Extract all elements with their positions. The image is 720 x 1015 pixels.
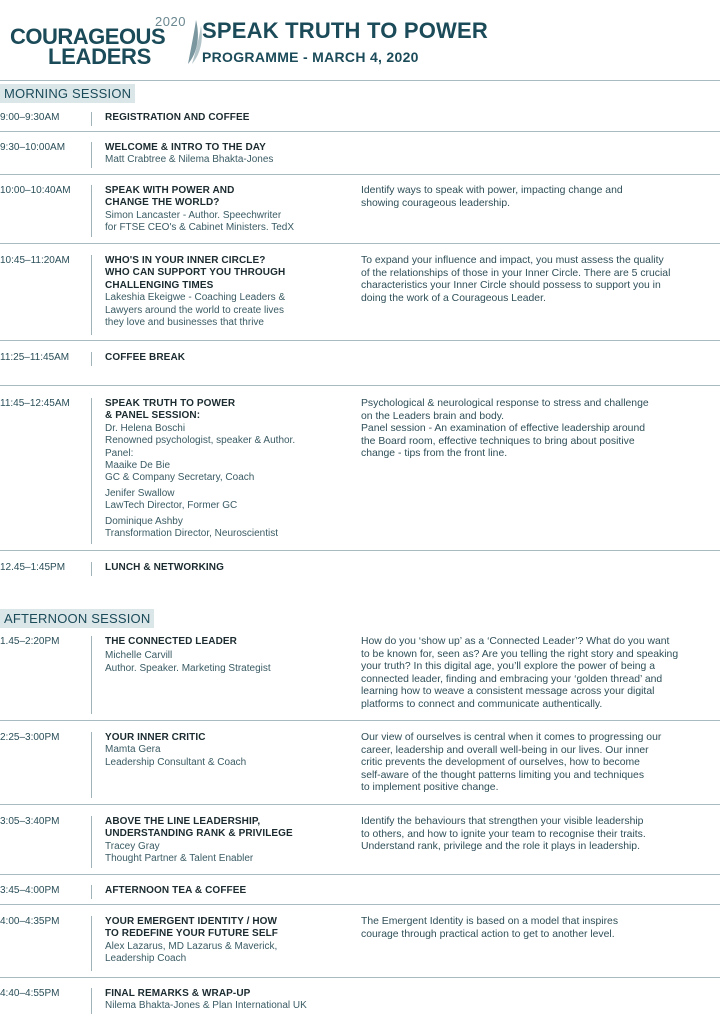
session-time: 9:30–10:00AM	[0, 142, 66, 153]
session-title: CHALLENGING TIMES	[105, 279, 214, 291]
divider	[0, 720, 720, 721]
description-line: Identify ways to speak with power, impacting change and	[361, 185, 623, 196]
row-separator	[91, 185, 92, 237]
session-speaker: Maaike De Bie	[105, 460, 171, 472]
row-separator	[91, 916, 92, 971]
session-speaker: they love and businesses that thrive	[105, 317, 264, 329]
schedule-row	[0, 988, 720, 1014]
page-title: SPEAK TRUTH TO POWER	[202, 18, 488, 43]
divider	[0, 874, 720, 875]
session-title: SPEAK TRUTH TO POWER	[105, 398, 236, 409]
feather-icon	[184, 18, 204, 66]
session-description	[361, 398, 713, 461]
session-title: SPEAK WITH POWER AND	[105, 185, 235, 196]
session-time: 9:00–9:30AM	[0, 112, 60, 123]
divider	[0, 904, 720, 905]
row-separator	[91, 142, 92, 168]
description-line: Understand rank, privilege and the role it plays in leadership.	[361, 841, 640, 853]
session-speaker: Nilema Bhakta-Jones & Plan International UK	[105, 1000, 307, 1012]
session-speaker: Lakeshia Ekeigwe - Coaching Leaders &	[105, 292, 286, 304]
description-line: doing the work of a Courageous Leader.	[361, 292, 546, 304]
session-speaker: Leadership Coach	[105, 953, 187, 965]
schedule-row	[0, 255, 720, 335]
session-time: 3:05–3:40PM	[0, 816, 60, 827]
divider	[0, 80, 720, 81]
session-speaker: Simon Lancaster - Author. Speechwriter	[105, 209, 282, 221]
description-line: showing courageous leadership.	[361, 197, 511, 209]
description-line: The Emergent Identity is based on a model that inspires	[361, 916, 619, 927]
description-line: Panel session - An examination of effective leadership around	[361, 423, 645, 435]
morning-session-header: MORNING SESSION	[0, 84, 135, 103]
session-speaker: Renowned psychologist, speaker & Author.	[105, 435, 296, 447]
session-speaker: Lawyers around the world to create lives	[105, 304, 284, 316]
description-line: your truth? In this digital age, you’ll explore the power of being a	[361, 661, 656, 673]
row-separator	[91, 112, 92, 126]
session-speaker: Dr. Helena Boschi	[105, 422, 186, 434]
session-title: & PANEL SESSION:	[105, 410, 201, 422]
session-speaker: Dominique Ashby	[105, 515, 183, 527]
session-speaker: for FTSE CEO's & Cabinet Ministers. TedX	[105, 222, 295, 234]
schedule-row	[0, 816, 720, 868]
description-line: self-aware of the thought patterns limiting you and techniques	[361, 769, 645, 781]
description-line: the Board room, effective techniques to bring about positive	[361, 435, 635, 447]
session-speaker: Alex Lazarus, MD Lazarus & Maverick,	[105, 940, 278, 952]
row-separator	[91, 816, 92, 868]
session-time: 11:25–11:45AM	[0, 352, 70, 363]
session-title: LUNCH & NETWORKING	[105, 562, 225, 573]
row-separator	[91, 988, 92, 1014]
logo-wordmark-line1: COURAGEOUS	[10, 24, 166, 49]
session-speaker: Panel:	[105, 447, 134, 459]
session-description	[361, 185, 713, 210]
schedule-row	[0, 732, 720, 798]
afternoon-session-header: AFTERNOON SESSION	[0, 609, 154, 628]
session-description	[361, 636, 713, 712]
session-speaker: Michelle Carvill	[105, 650, 173, 662]
row-separator	[91, 255, 92, 335]
session-title: COFFEE BREAK	[105, 352, 186, 363]
description-line: How do you ‘show up’ as a ‘Connected Leader’? What do you want	[361, 636, 670, 647]
description-line: characteristics your Inner Circle should possess to support you in	[361, 280, 661, 292]
description-line: Identify the behaviours that strengthen your visible leadership	[361, 816, 644, 827]
schedule-row	[0, 885, 720, 899]
row-separator	[91, 562, 92, 576]
session-speaker: GC & Company Secretary, Coach	[105, 472, 255, 484]
session-speaker: Transformation Director, Neuroscientist	[105, 528, 279, 540]
row-separator	[91, 885, 92, 899]
session-time: 4:40–4:55PM	[0, 988, 60, 999]
session-time: 10:45–11:20AM	[0, 255, 70, 266]
session-description	[361, 732, 713, 795]
logo-year: 2020	[155, 14, 186, 29]
session-speaker: Mamta Gera	[105, 744, 161, 756]
session-title: WHO'S IN YOUR INNER CIRCLE?	[105, 255, 266, 266]
session-title: THE CONNECTED LEADER	[105, 636, 238, 647]
session-title: ABOVE THE LINE LEADERSHIP,	[105, 816, 261, 827]
description-line: learning how to weave a consistent message across your digital	[361, 686, 655, 698]
session-title: UNDERSTANDING RANK & PRIVILEGE	[105, 828, 293, 840]
schedule-row	[0, 562, 720, 576]
description-line: courage through practical action to get to another level.	[361, 928, 615, 940]
session-speaker: Thought Partner & Talent Enabler	[105, 853, 254, 865]
divider	[0, 977, 720, 978]
row-separator	[91, 636, 92, 714]
session-time: 3:45–4:00PM	[0, 885, 60, 896]
session-title: FINAL REMARKS & WRAP-UP	[105, 988, 251, 999]
description-line: connected leader, finding and embracing your ‘golden thread’ and	[361, 673, 663, 685]
session-title: YOUR INNER CRITIC	[105, 732, 206, 743]
session-speaker: Author. Speaker. Marketing Strategist	[105, 662, 271, 674]
schedule-row	[0, 142, 720, 168]
session-speaker: LawTech Director, Former GC	[105, 500, 238, 512]
session-speaker: Matt Crabtree & Nilema Bhakta-Jones	[105, 154, 274, 166]
schedule-row	[0, 185, 720, 237]
logo-wordmark-line2: LEADERS	[48, 44, 152, 69]
session-time: 4:00–4:35PM	[0, 916, 60, 927]
session-time: 2:25–3:00PM	[0, 732, 60, 743]
description-line: platforms to connect and communicate authentically.	[361, 698, 603, 710]
session-title: REGISTRATION AND COFFEE	[105, 112, 250, 123]
description-line: To expand your influence and impact, you must assess the quality	[361, 255, 664, 266]
session-time: 12.45–1:45PM	[0, 562, 66, 573]
row-separator	[91, 398, 92, 544]
schedule-row	[0, 636, 720, 714]
description-line: Our view of ourselves is central when it comes to progressing our	[361, 732, 662, 743]
description-line: Psychological & neurological response to stress and challenge	[361, 398, 649, 409]
description-line: change - tips from the front line.	[361, 448, 508, 460]
divider	[0, 550, 720, 551]
session-title: WELCOME & INTRO TO THE DAY	[105, 142, 266, 153]
session-title: WHO CAN SUPPORT YOU THROUGH	[105, 267, 286, 279]
row-separator	[91, 732, 92, 798]
session-time: 10:00–10:40AM	[0, 185, 71, 196]
schedule-row	[0, 112, 720, 126]
schedule-row	[0, 916, 720, 971]
session-title: CHANGE THE WORLD?	[105, 197, 220, 209]
divider	[0, 131, 720, 132]
description-line: of the relationships of those in your Inner Circle. There are 5 crucial	[361, 267, 671, 279]
session-title: TO REDEFINE YOUR FUTURE SELF	[105, 928, 278, 940]
session-description	[361, 916, 713, 941]
session-time: 11:45–12:45AM	[0, 398, 70, 409]
description-line: to implement positive change.	[361, 782, 499, 794]
session-title: YOUR EMERGENT IDENTITY / HOW	[105, 916, 278, 927]
divider	[0, 385, 720, 386]
courageous-leaders-logo	[10, 6, 192, 69]
description-line: to be known for, seen as? Are you telling the right story and speaking	[361, 648, 679, 660]
description-line: critic prevents the development of ourselves, how to become	[361, 757, 640, 769]
session-speaker: Leadership Consultant & Coach	[105, 756, 247, 768]
divider	[0, 804, 720, 805]
session-time: 1.45–2:20PM	[0, 636, 60, 647]
page-subtitle: PROGRAMME - MARCH 4, 2020	[202, 49, 419, 65]
session-speaker: Tracey Gray	[105, 840, 160, 852]
divider	[0, 340, 720, 341]
description-line: career, leadership and overall well-being in our lives. Our inner	[361, 744, 649, 756]
session-description	[361, 816, 713, 854]
session-speaker: Jenifer Swallow	[105, 487, 175, 499]
row-separator	[91, 352, 92, 366]
schedule-row	[0, 352, 720, 366]
session-title: AFTERNOON TEA & COFFEE	[105, 885, 247, 896]
divider	[0, 174, 720, 175]
description-line: to others, and how to ignite your team to recognise their traits.	[361, 828, 646, 840]
session-description	[361, 255, 713, 305]
schedule-row	[0, 398, 720, 544]
divider	[0, 243, 720, 244]
description-line: on the Leaders brain and body.	[361, 410, 505, 422]
